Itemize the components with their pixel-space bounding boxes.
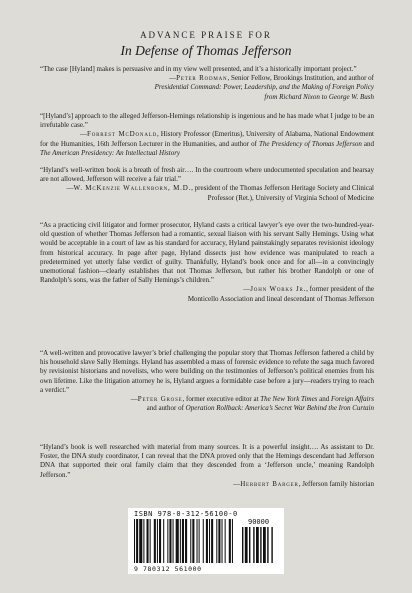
book-work: The American Presidency: An Intellectual History [40,148,181,157]
barcode-bar [150,519,151,563]
blurb-rodman [40,65,374,102]
barcode-bar [206,519,208,563]
barcode-bar [169,519,171,563]
blurb-attribution: —Herbert Barger, Jefferson family historian [233,479,374,488]
blurb-wallenborn [40,166,374,203]
barcode-digits: 9 780312 561000 [134,565,202,573]
book-title: In Defense of Thomas Jefferson [120,43,292,58]
book-work: Presidential Command: Power, Leadership, and the Making of Foreign Policy [154,83,374,92]
book-work: from Richard Nixon to George W. Bush [264,92,374,101]
barcode-bar [218,519,220,563]
barcode-bar [167,519,168,563]
barcode-bar [147,519,149,563]
barcode-bar [211,519,213,563]
author-name: Peter Grose [137,395,183,404]
barcode-addon-bar [267,527,268,563]
barcode-addon-bar [253,527,254,563]
author-name: Herbert Barger [240,479,299,488]
barcode-bar [154,519,156,563]
author-name: John Works Jr. [250,285,307,294]
book-work: Foreign Affairs [331,395,374,404]
barcode-bar [185,519,187,563]
barcode-bar [134,519,135,563]
barcode-bar [180,519,181,563]
barcode-bar [229,519,231,563]
isbn-barcode [128,508,284,574]
barcode-addon-bar [242,527,243,563]
praise-header [0,30,412,59]
blurb-barger [40,443,374,489]
barcode-bar [225,519,226,563]
blurb-quote: “Hyland’s well-written book is a breath of fresh air…. In the courtroom where undocumented speculation and hearsay are not allowed, Jefferson will receive a fair trial.” [40,166,374,184]
barcode-bar [159,519,161,563]
blurb-works: “As a practicing civil litigator and former prosecutor, Hyland casts a critical lawyer’s eye over the two-hundred-year-old question of whether Thomas Jefferson had a romantic, sexual liaison with his servant Sally Hemings. Using what would be acceptable in a court of law as his standard for accuracy, Hyland painstakingly separates revisionist ideology from historical accuracy. In page after page, Hyland dissects just how evidence was manipulated to reach a predetermined yet utterly false verdict of guilty. Thankfully, Hyland’s book once and for all—in a convincingly unemotional fashion—clearly establishes that not Thomas Jefferson, but rather his brother Randolph or one of Randolph’s sons, was the father of Sally Hemings’s children.” —John Works Jr., former president of the Monticello Association and lineal descendant of Thomas Jefferson [40,221,374,303]
barcode-addon-bar [249,527,250,563]
barcode-bar [199,519,200,563]
blurb-quote: “A well-written and provocative lawyer’s brief challenging the popular story that Thomas Jefferson fathered a child by his household slave Sally Hemings. Hyland has assembled a mass of forensic evidence to refute the saga much favored by revisionist historians and novelists, who were building on the testimonies of Jefferson’s political enemies from his own lifetime. Like the litigation attorney he is, Hyland argues a formidable case before a jury—readers trying to reach a verdict.” [40,349,374,394]
barcode-bar [157,519,158,563]
barcode-bar [143,519,144,563]
blurb-attribution: —Peter Grose, former executive editor at The New York Times and Foreign Affairs [130,395,374,404]
book-work: The Presidency of Thomas Jefferson [258,139,362,148]
barcode-bar [197,519,198,563]
price-code: 90000 [248,518,270,526]
barcode-bar [232,519,233,563]
barcode-addon-bar [271,527,272,563]
barcode-bar [209,519,210,563]
blurb-grose: “A well-written and provocative lawyer’s brief challenging the popular story that Thomas Jefferson fathered a child by his household slave Sally Hemings. Hyland has assembled a mass of forensic evidence to refute the saga much favored by revisionist historians and novelists, who were building on the testimonies of Jefferson’s political enemies from his own lifetime. Like the litigation attorney he is, Hyland argues a formidable case before a jury—readers trying to reach a verdict.” —Peter Grose, former executive editor at The New York Times and Foreign Affairs and author of Operation Rollback: America’s Secret War Behind the Iron Curtain [40,349,374,413]
book-work: Operation Rollback: America’s Secret War Behind the Iron Curtain [185,404,374,413]
isbn-label: ISBN 978-0-312-56100-0 [134,510,238,518]
barcode-bar [173,519,174,563]
barcode-bar [192,519,194,563]
barcode-addon-bar [256,527,259,563]
praise-kicker: ADVANCE PRAISE FOR [140,30,272,40]
book-work: The New York Times [260,395,318,404]
barcode-bar [176,519,179,563]
blurb-attribution: —Peter Rodman, Senior Fellow, Brookings Institution, and author of [169,74,374,83]
barcode-bars [134,519,278,565]
blurb-attribution: —John Works Jr., former president of the [243,285,374,294]
barcode-bar [163,519,164,563]
blurb-attribution: —W. McKenzie Wallenborn, M.D., president of the Thomas Jefferson Heritage Society and Clinical Professor (Ret.), University of Virginia School of Medicine [66,184,374,202]
barcode-addon-bar [263,527,266,563]
blurb-attribution: —Forrest McDonald, History Professor (Emeritus), University of Alabama, National Endowment for the Humanities, 16th Jefferson Lecturer in the Humanities, and author of The Presidency of Thomas Jefferson and The American Presidency: An Intellectual History [40,130,374,157]
barcode-bar [139,519,142,563]
barcode-addon-bar [245,527,248,563]
barcode-bar [136,519,138,563]
barcode-bar [216,519,217,563]
blurb-mcdonald [40,112,374,158]
barcode-addon-bar [260,527,261,563]
author-name: Peter Rodman [176,74,228,83]
barcode-bar [182,519,184,563]
blurb-quote: “[Hyland’s] approach to the alleged Jefferson-Hemings relationship is ingenious and he has made what I judge to be an irrefutable case.” [40,112,374,130]
barcode-bar [222,519,223,563]
author-name: Forrest McDonald [87,130,157,139]
blurb-quote: “The case [Hyland] makes is persuasive and in my view well presented, and it’s a historically important project.” [40,65,357,73]
barcode-bar [190,519,191,563]
author-name: W. McKenzie Wallenborn, M.D. [73,184,192,193]
barcode-bar [203,519,204,563]
blurb-quote: “As a practicing civil litigator and former prosecutor, Hyland casts a critical lawyer’s eye over the two-hundred-year-old question of whether Thomas Jefferson had a romantic, sexual liaison with his servant Sally Hemings. Using what would be acceptable in a court of law as his standard for accuracy, Hyland painstakingly separates revisionist ideology from historical accuracy. In page after page, Hyland dissects just how evidence was manipulated to reach a predetermined yet utterly false verdict of guilty. Thankfully, Hyland’s book once and for all—in a convincingly unemotional fashion—clearly establishes that not Thomas Jefferson, but rather his brother Randolph or one of Randolph’s sons, was the father of Sally Hemings’s children.” [40,221,374,285]
blurb-quote: “Hyland’s book is well researched with material from many sources. It is a powerful insight…. As assistant to Dr. Foster, the DNA study coordinator, I can reveal that the DNA proved only that the Hemings descendant had Jefferson DNA that supported their oral family claim that they descended from a ‘Jefferson uncle,’ meaning Randolph Jefferson.” [40,443,374,479]
